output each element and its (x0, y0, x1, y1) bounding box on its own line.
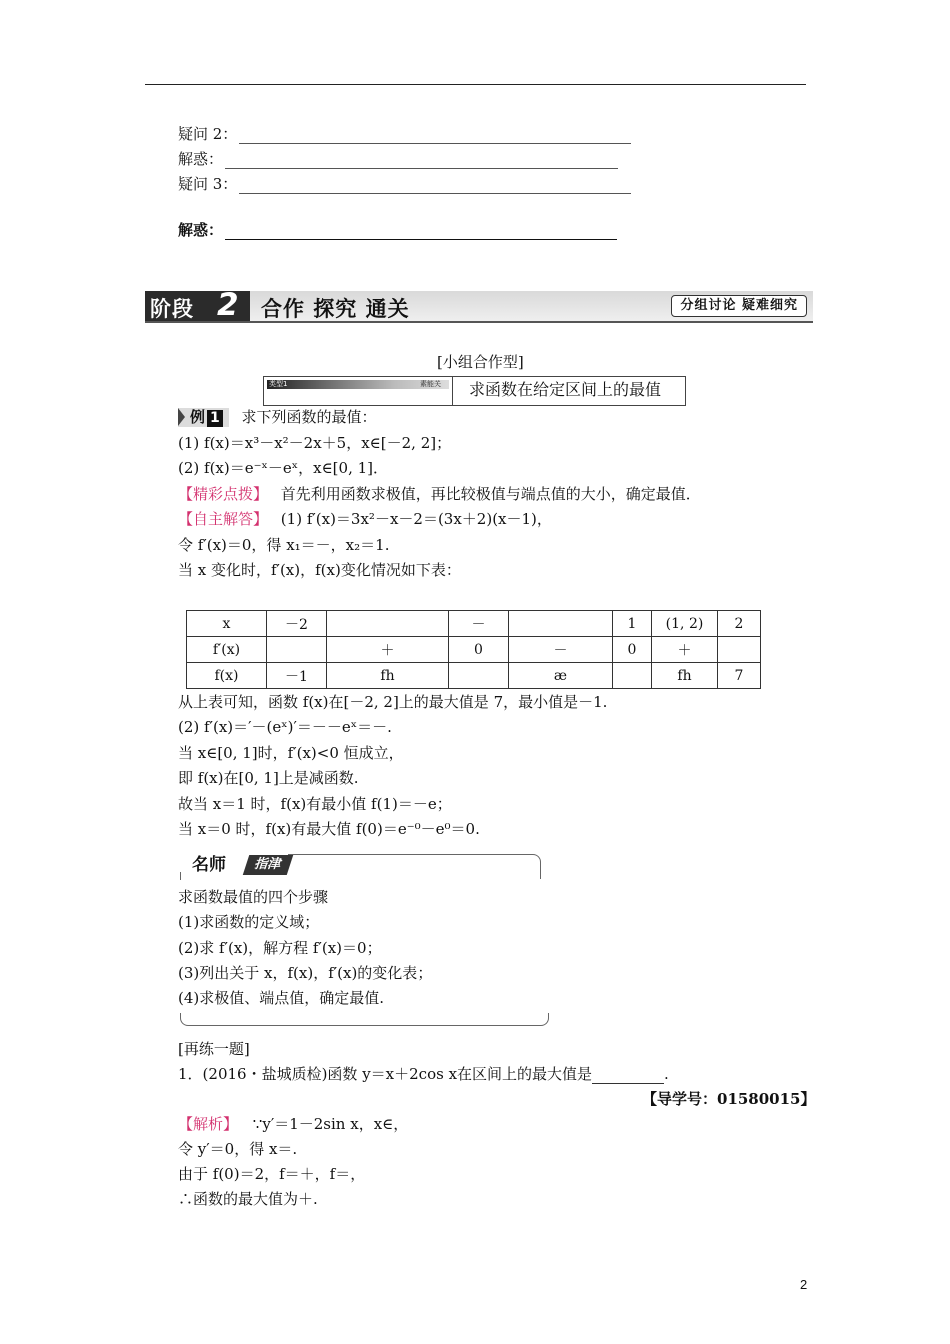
practice-heading: [再练一题] (178, 1040, 250, 1058)
question-2-line (178, 124, 631, 144)
practice-question-text: 1．(2016・盐城质检)函数 y＝x＋2cos x在区间上的最大值是 (178, 1065, 593, 1083)
type-box-label (264, 377, 453, 405)
hint-text: 首先利用函数求极值，再比较极值与端点值的大小，确定最值． (280, 485, 701, 503)
solution-step-5: 当 x∈[0, 1]时，f′(x)<0 恒成立， (178, 744, 404, 762)
teacher-label-a: 名师 (192, 855, 226, 875)
table-cell: fh (327, 663, 449, 689)
table-cell (327, 611, 449, 637)
analysis-line (178, 1114, 408, 1134)
example-number: 1 (207, 410, 223, 427)
problem-1: (1) f(x)＝x³－x²－2x＋5，x∈[－2, 2]； (178, 434, 452, 452)
analysis-text: ∵y′＝1－2sin x，x∈， (252, 1115, 409, 1133)
stage-number: 2 (217, 287, 239, 323)
teacher-step: (3)列出关于 x，f(x)，f′(x)的变化表； (178, 964, 433, 982)
table-cell (718, 637, 761, 663)
stage-title: 合作 探究 通关 (261, 297, 410, 321)
type-box (263, 376, 686, 406)
table-cell: 0 (449, 637, 509, 663)
table-cell (267, 637, 327, 663)
answer-bold-label: 解惑： (178, 221, 224, 239)
teacher-label (188, 854, 288, 876)
practice-answer-blank[interactable] (592, 1069, 664, 1084)
page-number: 2 (800, 1277, 808, 1292)
analysis-step: 令 y′＝0，得 x＝. (178, 1140, 298, 1158)
table-cell (509, 611, 613, 637)
table-cell: －2 (267, 611, 327, 637)
table-cell: － (509, 637, 613, 663)
table-cell (449, 663, 509, 689)
header-rule (145, 84, 806, 85)
solution-step-1: 令 f′(x)＝0，得 x₁＝－，x₂＝1. (178, 536, 390, 554)
group-type-heading: [小组合作型] (437, 353, 524, 371)
table-cell: ＋ (327, 637, 449, 663)
question-3-label: 疑问 3： (178, 175, 238, 193)
table-cell: x (187, 611, 267, 637)
stage-badge (145, 287, 250, 323)
analysis-step: ∴函数的最大值为＋. (178, 1190, 318, 1208)
table-cell: (1, 2) (652, 611, 718, 637)
teacher-step: (2)求 f′(x)，解方程 f′(x)＝0； (178, 939, 382, 957)
table-cell (613, 663, 652, 689)
question-2-blank[interactable] (239, 129, 631, 144)
solution-label: 【自主解答】 (178, 510, 269, 528)
practice-question-end: . (664, 1065, 669, 1083)
stage-tag: 分组讨论 疑难细究 (671, 295, 807, 317)
teacher-box-tick (180, 872, 181, 880)
answer-bold-line (178, 220, 617, 240)
table-cell: f′(x) (187, 637, 267, 663)
table-row (187, 663, 761, 689)
teacher-heading: 求函数最值的四个步骤 (178, 888, 329, 906)
hint-line (178, 484, 701, 504)
teacher-label-b: 指津 (243, 855, 293, 875)
teacher-box-top (180, 854, 547, 880)
type-strip-left: 类型1 (269, 380, 288, 388)
question-3-blank[interactable] (239, 179, 631, 194)
solution-step-2: 当 x 变化时，f′(x)，f(x)变化情况如下表： (178, 561, 461, 579)
table-cell: ＋ (652, 637, 718, 663)
answer-line (178, 149, 618, 169)
table-cell: 7 (718, 663, 761, 689)
solution-line (178, 509, 552, 529)
analysis-step: 由于 f(0)＝2，f＝＋，f＝， (178, 1165, 366, 1183)
stage-label: 阶段 (150, 297, 194, 321)
solution-step-7: 故当 x＝1 时，f(x)有最小值 f(1)＝－e； (178, 795, 452, 813)
table-cell: æ (509, 663, 613, 689)
solution-text: (1) f′(x)＝3x²－x－2＝(3x＋2)(x－1)， (280, 510, 552, 528)
example-tag (178, 408, 229, 427)
teacher-box-border (288, 854, 541, 879)
variation-table (186, 610, 761, 689)
question-2-label: 疑问 2： (178, 125, 238, 143)
answer-label: 解惑： (178, 150, 224, 168)
solution-step-4: (2) f′(x)＝′－(eˣ)′＝－－eˣ＝－. (178, 718, 392, 736)
table-row (187, 637, 761, 663)
table-cell: 2 (718, 611, 761, 637)
table-cell: f(x) (187, 663, 267, 689)
table-cell: 1 (613, 611, 652, 637)
question-3-line (178, 174, 631, 194)
table-cell: －1 (267, 663, 327, 689)
stage-banner (145, 287, 813, 323)
table-row (187, 611, 761, 637)
table-cell: 0 (613, 637, 652, 663)
teacher-step: (1)求函数的定义域； (178, 913, 320, 931)
answer-bold-blank[interactable] (225, 225, 617, 240)
example-1-line (178, 407, 377, 427)
answer-blank[interactable] (225, 154, 618, 169)
hint-label: 【精彩点拨】 (178, 485, 269, 503)
solution-step-3: 从上表可知，函数 f(x)在[－2, 2]上的最大值是 7，最小值是－1. (178, 693, 608, 711)
solution-step-6: 即 f(x)在[0, 1]上是减函数. (178, 769, 359, 787)
type-title: 求函数在给定区间上的最值 (469, 380, 662, 399)
analysis-label: 【解析】 (178, 1115, 239, 1133)
solution-step-8: 当 x＝0 时，f(x)有最大值 f(0)＝e⁻⁰－e⁰＝0. (178, 820, 480, 838)
practice-question-1 (178, 1064, 669, 1084)
problem-2: (2) f(x)＝e⁻ˣ－eˣ，x∈[0, 1]． (178, 459, 389, 477)
guide-number: 【导学号：01580015】 (642, 1090, 816, 1108)
table-cell: － (449, 611, 509, 637)
example-tag-text: 例 (190, 408, 206, 426)
example-prompt: 求下列函数的最值： (241, 408, 377, 426)
table-cell: fh (652, 663, 718, 689)
type-strip-right: 素能关 (420, 380, 441, 388)
teacher-box-bottom (180, 1013, 549, 1026)
teacher-step: (4)求极值、端点值，确定最值. (178, 989, 385, 1007)
